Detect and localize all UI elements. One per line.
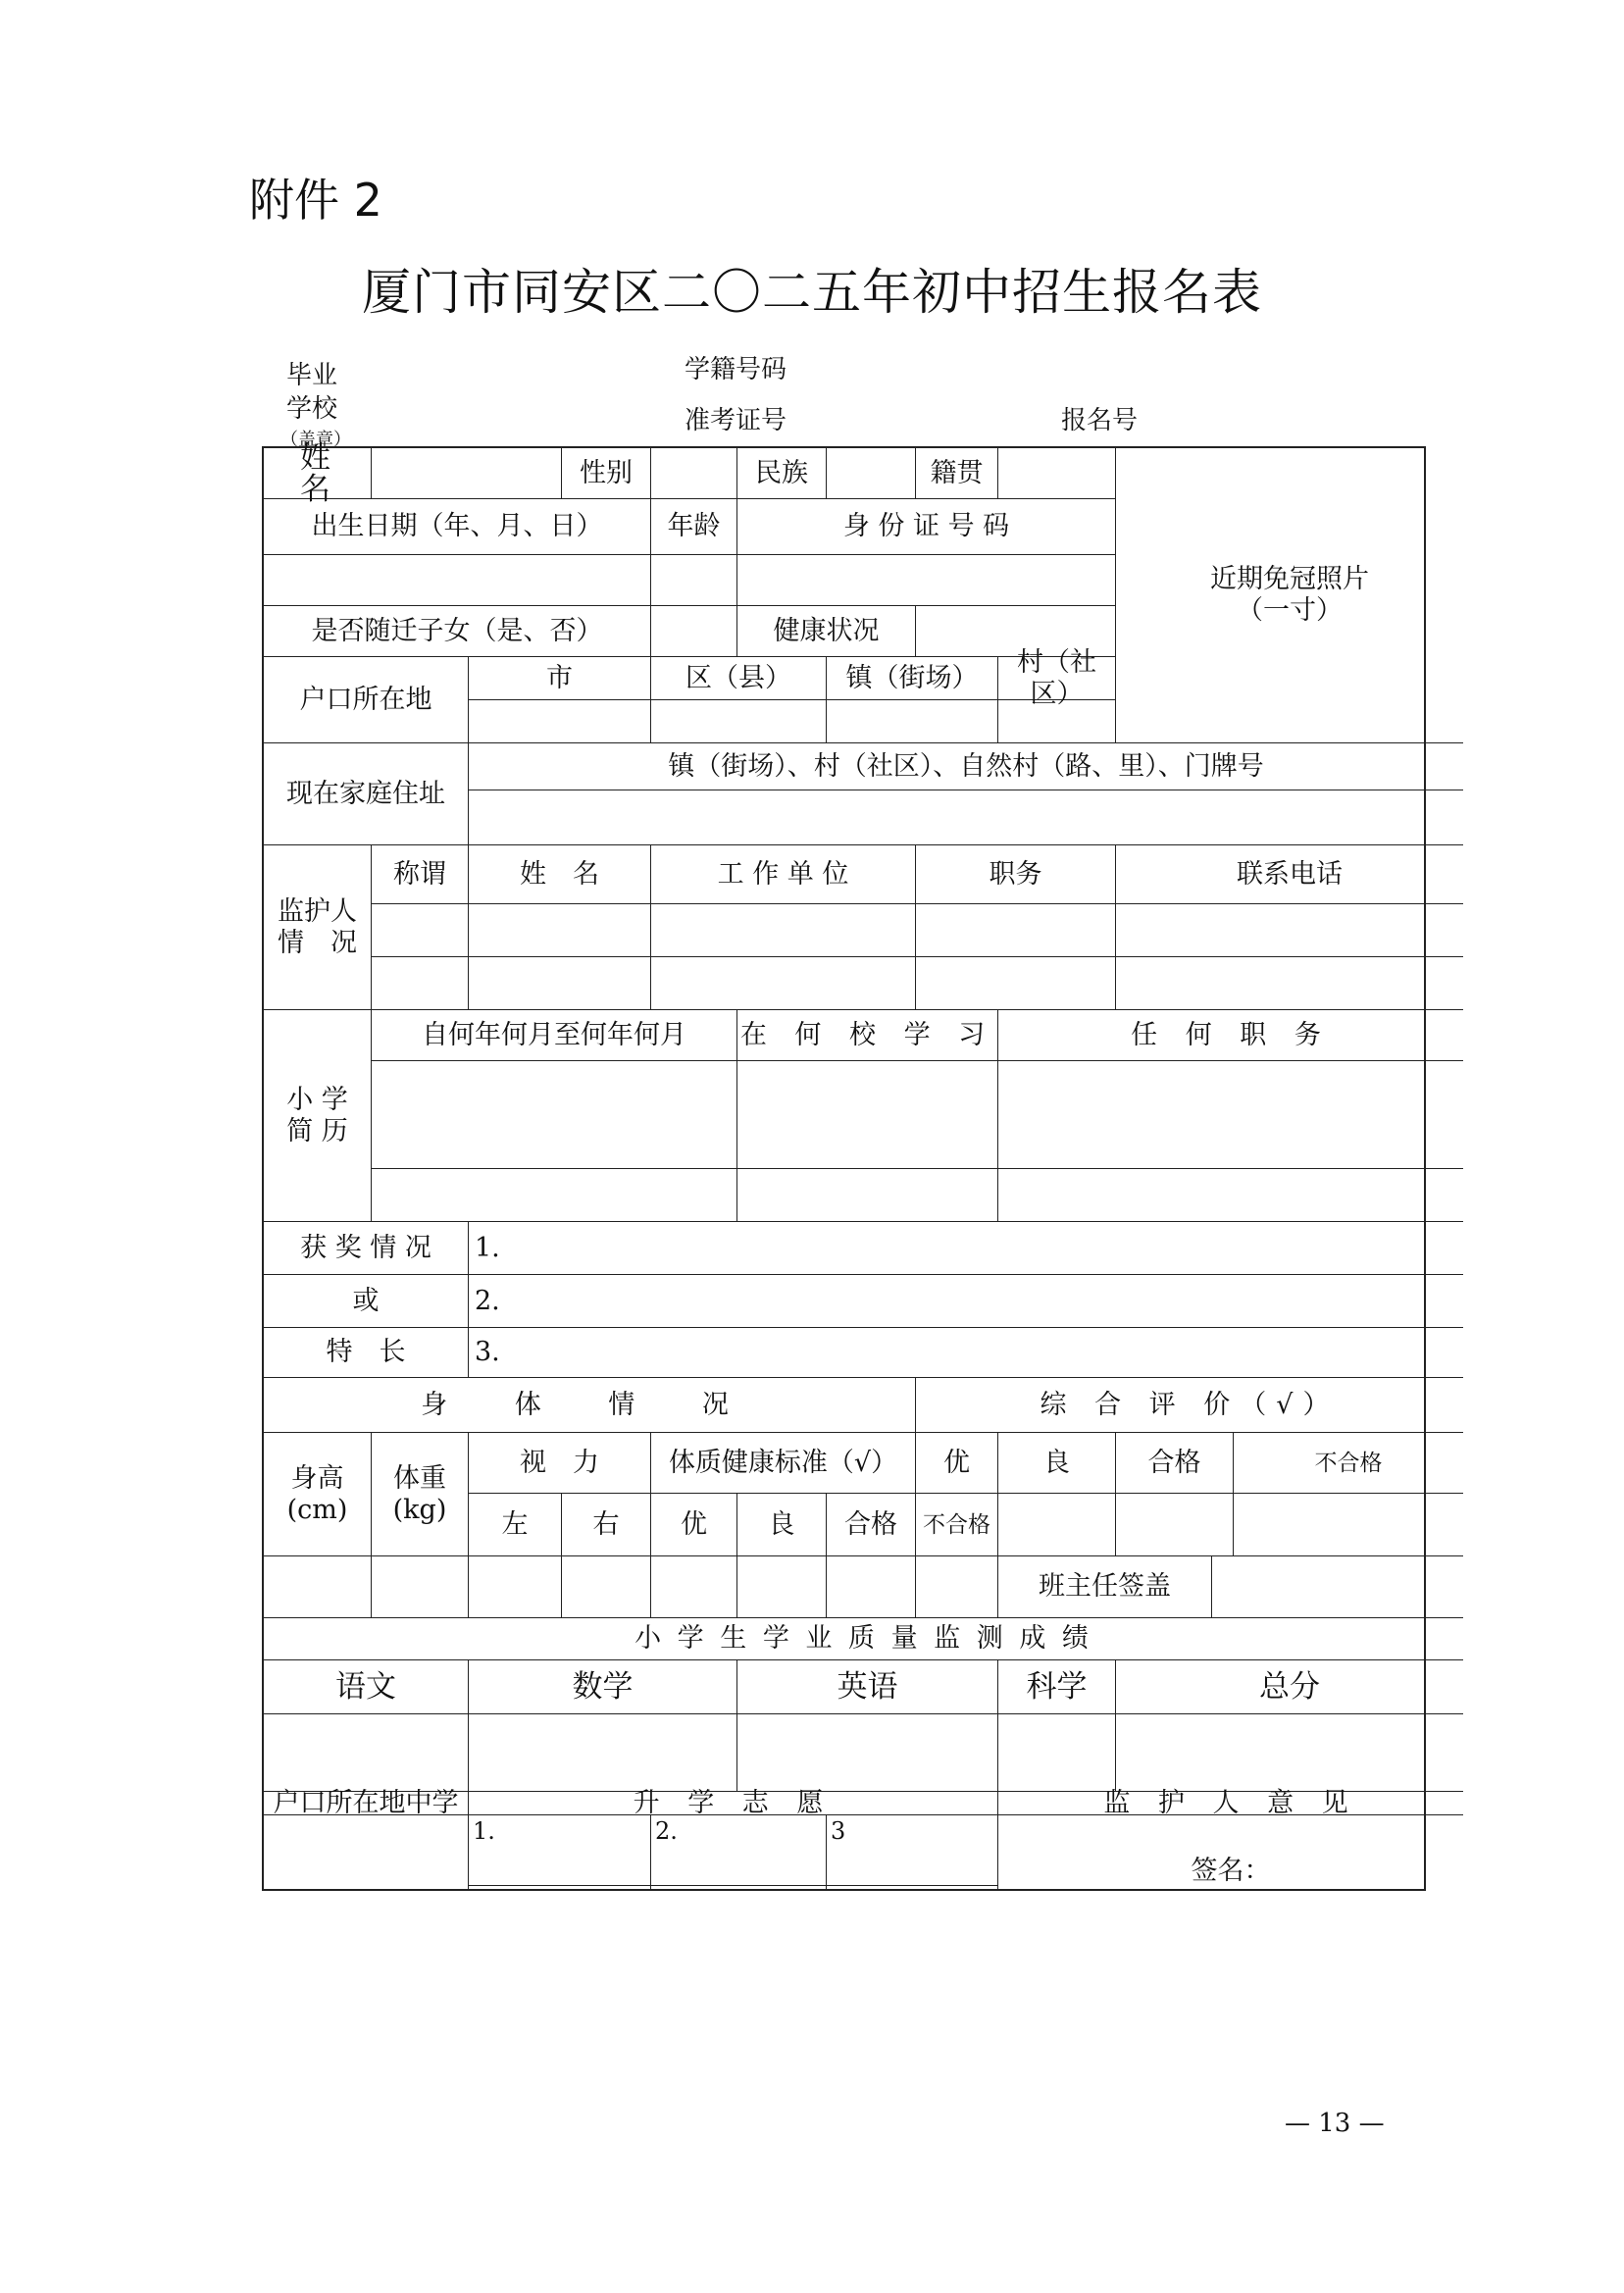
standard-good-field[interactable] — [737, 1556, 827, 1618]
science-score[interactable] — [998, 1714, 1116, 1792]
choice-3-label: 3 — [827, 1815, 998, 1886]
wish-title: 升 学 志 愿 — [469, 1792, 998, 1815]
migrant-field[interactable] — [651, 606, 737, 657]
gender-field[interactable] — [651, 448, 737, 499]
native-place-field[interactable] — [998, 448, 1116, 499]
city-label: 市 — [469, 657, 651, 700]
guardian1-position[interactable] — [916, 904, 1116, 957]
name-field[interactable] — [372, 448, 562, 499]
address-field[interactable] — [469, 790, 1463, 845]
resume1-period[interactable] — [372, 1061, 737, 1169]
age-label: 年龄 — [651, 499, 737, 555]
school-label-1: 毕业 — [286, 361, 338, 390]
ethnicity-field[interactable] — [827, 448, 916, 499]
guardian2-phone[interactable] — [1116, 957, 1463, 1010]
attachment-label: 附件 2 — [249, 174, 382, 227]
town-field[interactable] — [827, 700, 998, 743]
award-2[interactable]: 2. — [469, 1275, 1463, 1328]
choice-1-label: 1. — [469, 1815, 651, 1886]
weight-label-1: 体重 — [393, 1462, 446, 1494]
chinese-score[interactable] — [264, 1714, 469, 1792]
health-label: 健康状况 — [737, 606, 916, 657]
chinese-header: 语文 — [264, 1660, 469, 1714]
vision-right-field[interactable] — [562, 1556, 651, 1618]
resume2-period[interactable] — [372, 1169, 737, 1222]
weight-unit: (kg) — [392, 1494, 447, 1525]
guardian-label-1: 监护人 — [278, 895, 357, 927]
guardian1-name[interactable] — [469, 904, 651, 957]
award-1[interactable]: 1. — [469, 1222, 1463, 1275]
choice-2-label: 2. — [651, 1815, 827, 1886]
city-field[interactable] — [469, 700, 651, 743]
guardian2-work-unit[interactable] — [651, 957, 916, 1010]
school-label-2: 学校 — [286, 394, 338, 424]
vision-right-label: 右 — [562, 1494, 651, 1556]
english-score[interactable] — [737, 1714, 998, 1792]
awards-label-1: 获 奖 情 况 — [264, 1222, 469, 1275]
birth-date-label: 出生日期（年、月、日） — [264, 499, 651, 555]
id-number-label: 身 份 证 号 码 — [737, 499, 1116, 555]
height-label — [264, 1433, 372, 1556]
ethnicity-label: 民族 — [737, 448, 827, 499]
standard-excellent-field[interactable] — [651, 1556, 737, 1618]
eval-good-field[interactable] — [998, 1494, 1116, 1556]
choice-1-field[interactable] — [469, 1886, 651, 1889]
resume1-school[interactable] — [737, 1061, 998, 1169]
weight-label — [372, 1433, 469, 1556]
student-id-label: 学籍号码 — [685, 355, 787, 384]
guardian2-relation[interactable] — [372, 957, 469, 1010]
guardian2-position[interactable] — [916, 957, 1116, 1010]
choice-3-field[interactable] — [827, 1886, 998, 1889]
guardian2-name[interactable] — [469, 957, 651, 1010]
address-label: 现在家庭住址 — [264, 743, 469, 845]
name-label: 姓 名 — [264, 448, 372, 499]
vision-label: 视 力 — [469, 1433, 651, 1494]
standard-pass: 合格 — [827, 1494, 916, 1556]
evaluation-title: 综 合 评 价（√） — [916, 1378, 1463, 1433]
awards-label-2: 或 — [264, 1275, 469, 1328]
duty-header: 任 何 职 务 — [998, 1010, 1463, 1061]
district-label: 区（县） — [651, 657, 827, 700]
physical-title: 身 体 情 况 — [264, 1378, 916, 1433]
science-header: 科学 — [998, 1660, 1116, 1714]
choice-2-field[interactable] — [651, 1886, 827, 1889]
resume-label-1: 小 学 — [286, 1084, 348, 1115]
gender-label: 性别 — [562, 448, 651, 499]
eval-excellent: 优 — [916, 1433, 998, 1494]
guardian-label-2: 情 况 — [278, 927, 357, 958]
photo-label: 近期免冠照片 — [1210, 564, 1369, 594]
guardian1-relation[interactable] — [372, 904, 469, 957]
school-header: 在 何 校 学 习 — [737, 1010, 998, 1061]
resume2-duty[interactable] — [998, 1169, 1463, 1222]
photo-size-label: （一寸） — [1237, 595, 1343, 626]
standard-excellent: 优 — [651, 1494, 737, 1556]
district-field[interactable] — [651, 700, 827, 743]
local-school-field[interactable] — [264, 1815, 469, 1889]
guardian-opinion-title: 监 护 人 意 见 — [998, 1792, 1463, 1815]
id-number-field[interactable] — [737, 555, 1116, 606]
relation-header: 称谓 — [372, 845, 469, 904]
height-unit: (cm) — [286, 1494, 348, 1525]
eval-pass-field[interactable] — [1116, 1494, 1234, 1556]
eval-good: 良 — [998, 1433, 1116, 1494]
eval-pass: 合格 — [1116, 1433, 1234, 1494]
eval-fail-field[interactable] — [1234, 1494, 1463, 1556]
position-header: 职务 — [916, 845, 1116, 904]
standard-fail-field[interactable] — [916, 1556, 998, 1618]
local-school-label: 户口所在地中学 — [264, 1792, 469, 1815]
guardian-signature-box[interactable] — [998, 1815, 1463, 1889]
weight-field[interactable] — [372, 1556, 469, 1618]
teacher-sign-label: 班主任签盖 — [998, 1556, 1212, 1618]
village-label: 村（社区） — [998, 657, 1116, 700]
exam-id-label: 准考证号 — [685, 406, 787, 435]
height-field[interactable] — [264, 1556, 372, 1618]
guardian1-phone[interactable] — [1116, 904, 1463, 957]
reg-no-label: 报名号 — [1061, 406, 1139, 435]
guardian-label — [264, 845, 372, 1010]
guardian1-work-unit[interactable] — [651, 904, 916, 957]
eval-fail: 不合格 — [1234, 1433, 1463, 1494]
eval-excellent-field[interactable] — [916, 1494, 998, 1556]
photo-box[interactable] — [1116, 448, 1463, 743]
signature-label: 签名： — [1191, 1856, 1271, 1886]
resume-label-2: 简 历 — [286, 1115, 348, 1146]
standard-pass-field[interactable] — [827, 1556, 916, 1618]
resume1-duty[interactable] — [998, 1061, 1463, 1169]
award-3[interactable]: 3. — [469, 1328, 1463, 1378]
hukou-label: 户口所在地 — [264, 657, 469, 743]
standard-label: 体质健康标准（√） — [651, 1433, 916, 1494]
town-label: 镇（街场） — [827, 657, 998, 700]
standard-fail: 不合格 — [916, 1494, 998, 1556]
scores-title: 小 学 生 学 业 质 量 监 测 成 绩 — [264, 1618, 1463, 1660]
teacher-sign-field[interactable] — [1212, 1556, 1463, 1618]
native-place-label: 籍贯 — [916, 448, 998, 499]
age-field[interactable] — [651, 555, 737, 606]
vision-left-label: 左 — [469, 1494, 562, 1556]
migrant-label: 是否随迁子女（是、否） — [264, 606, 651, 657]
period-header: 自何年何月至何年何月 — [372, 1010, 737, 1061]
total-score[interactable] — [1116, 1714, 1463, 1792]
address-hint: 镇（街场）、村（社区）、自然村（路、里）、门牌号 — [469, 743, 1463, 790]
awards-label-3: 特 长 — [264, 1328, 469, 1378]
school-seal-label: （盖章） — [280, 430, 351, 450]
form-title: 厦门市同安区二〇二五年初中招生报名表 — [362, 264, 1262, 321]
height-label-1: 身高 — [290, 1462, 344, 1494]
standard-good: 良 — [737, 1494, 827, 1556]
resume-label — [264, 1010, 372, 1222]
birth-date-field[interactable] — [264, 555, 651, 606]
work-unit-header: 工 作 单 位 — [651, 845, 916, 904]
english-header: 英语 — [737, 1660, 998, 1714]
math-score[interactable] — [469, 1714, 737, 1792]
village-field[interactable] — [998, 700, 1116, 743]
total-header: 总分 — [1116, 1660, 1463, 1714]
resume2-school[interactable] — [737, 1169, 998, 1222]
phone-header: 联系电话 — [1116, 845, 1463, 904]
guardian-name-header: 姓 名 — [469, 845, 651, 904]
math-header: 数学 — [469, 1660, 737, 1714]
page-number: — 13 — — [1285, 2109, 1385, 2138]
vision-left-field[interactable] — [469, 1556, 562, 1618]
